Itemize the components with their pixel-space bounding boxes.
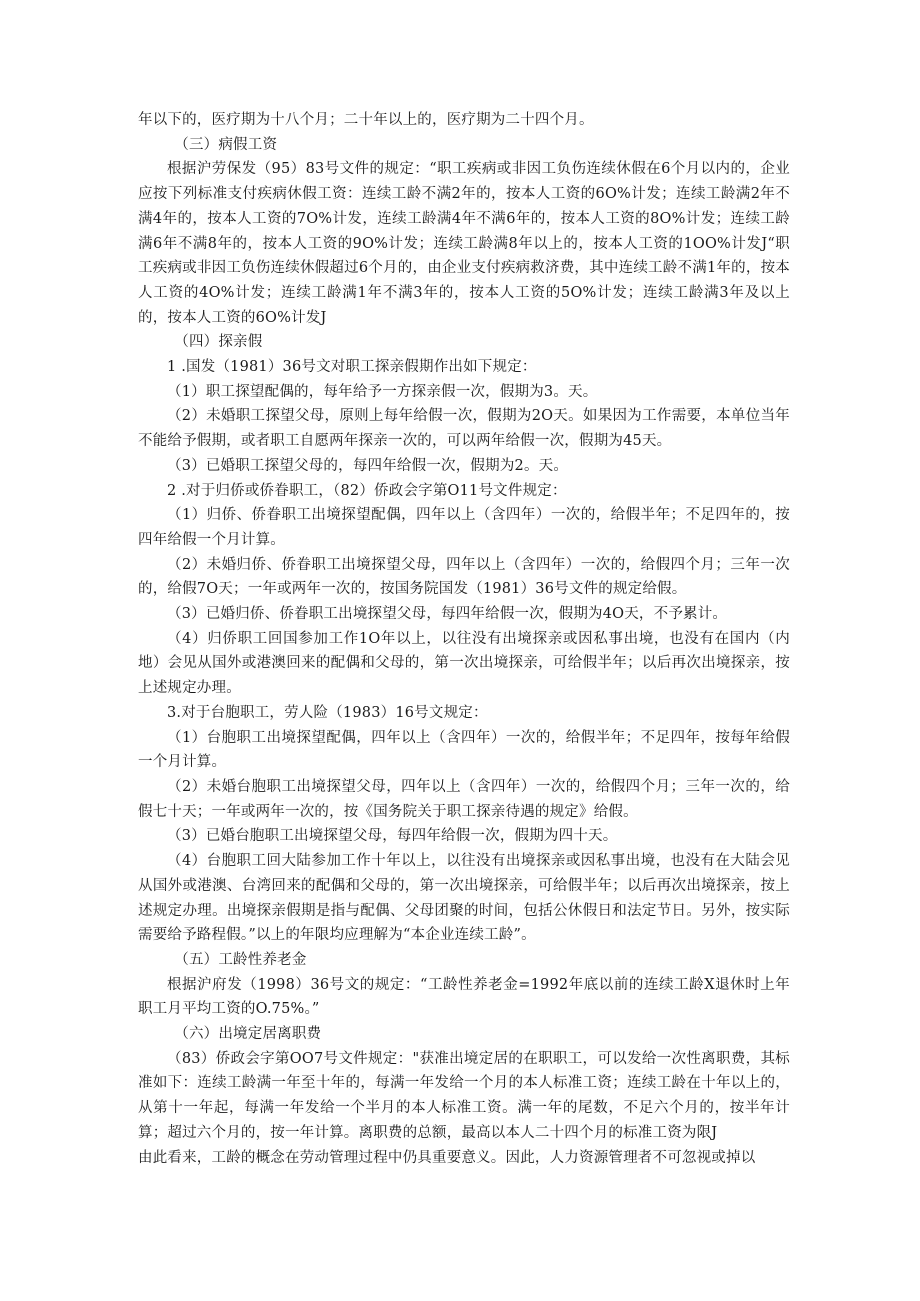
paragraph-conclusion: 由此看来，工龄的概念在劳动管理过程中仍具重要意义。因此，人力资源管理者不可忽视或掉以 — [138, 1149, 756, 1166]
paragraph-taiwan-4: （4）台胞职工回大陆参加工作十年以上，以往没有出境探亲或因私事出境，也没有在大陆会见从国外或港澳、台湾回来的配偶和父母的，第一次出境探亲，可给假半年；以后再次出境探亲，按上述规定办理。出境探亲假期是指与配偶、父母团聚的时间，包括公休假日和法定节日。另外，按实际需要给予路程假。”以上的年限均应理解为“本企业连续工龄”。 — [138, 853, 790, 944]
section-heading-home-leave: （四）探亲假 — [174, 334, 263, 351]
paragraph-home-leave-3: （3）已婚职工探望父母的，每四年给假一次，假期为2。天。 — [167, 457, 569, 474]
paragraph-home-leave-1: （1）职工探望配偶的，每年给予一方探亲假一次，假期为3。天。 — [167, 383, 598, 400]
paragraph-home-leave-2: （2）未婚职工探望父母，原则上每年给假一次，假期为2O天。如果因为工作需要，本单位当年不能给予假期，或者职工自愿两年探亲一次的，可以两年给假一次，假期为45天。 — [138, 408, 790, 450]
paragraph-taiwan-1: （1）台胞职工出境探望配偶，四年以上（含四年）一次的，给假半年；不足四年，按每年给假一个月计算。 — [138, 729, 790, 771]
paragraph-emigration-severance: （83）侨政会字第OO7号文件规定："获准出境定居的在职职工，可以发给一次性离职费，其标准如下：连续工龄满一年至十年的，每满一年发给一个月的本人标准工资；连续工龄在十年以上的，从第十一年起，每满一年发给一个半月的本人标准工资。满一年的尾数，不足六个月的，按半年计算；超过六个月的，按一年计算。离职费的总额，最高以本人二十四个月的标准工资为限J — [138, 1050, 790, 1141]
paragraph-overseas-2: （2）未婚归侨、侨眷职工出境探望父母，四年以上（含四年）一次的，给假四个月；三年一次的，给假7O天；一年或两年一次的，按国务院国发（1981）36号文件的规定给假。 — [138, 556, 790, 598]
paragraph-taiwan-intro: 3.对于台胞职工，劳人险（1983）16号文规定： — [167, 704, 488, 721]
section-heading-emigration-severance: （六）出境定居离职费 — [174, 1026, 322, 1043]
paragraph-taiwan-3: （3）已婚台胞职工出境探望父母，每四年给假一次，假期为四十天。 — [167, 828, 618, 845]
paragraph-overseas-3: （3）已婚归侨、侨眷职工出境探望父母，每四年给假一次，假期为4O天，不予累计。 — [167, 606, 728, 623]
section-heading-seniority-pension: （五）工龄性养老金 — [174, 951, 307, 968]
paragraph-seniority-pension: 根据沪府发（1998）36号文的规定：“工龄性养老金=1992年底以前的连续工龄X退休时上年职工月平均工资的O.75%。” — [138, 976, 790, 1018]
paragraph-overseas-intro: 2 .对于归侨或侨眷职工，（82）侨政会字第O11号文件规定： — [167, 482, 567, 499]
paragraph-taiwan-2: （2）未婚台胞职工出境探望父母，四年以上（含四年）一次的，给假四个月；三年一次的，给假七十天；一年或两年一次的，按《国务院关于职工探亲待遇的规定》给假。 — [138, 778, 790, 820]
paragraph-overseas-1: （1）归侨、侨眷职工出境探望配偶，四年以上（含四年）一次的，给假半年；不足四年的，按四年给假一个月计算。 — [138, 507, 790, 548]
section-heading-sick-pay: （三）病假工资 — [174, 136, 278, 153]
document-body — [138, 108, 790, 1170]
paragraph-overseas-4: （4）归侨职工回国参加工作1O年以上，以往没有出境探亲或因私事出境，也没有在国内（内地）会见从国外或港澳回来的配偶和父母的，第一次出境探亲，可给假半年；以后再次出境探亲，按上述规定办理。 — [138, 630, 790, 697]
paragraph-sick-pay-rules: 根据沪劳保发（95）83号文件的规定：“职工疾病或非因工负伤连续休假在6个月以内的，企业应按下列标准支付疾病休假工资：连续工龄不满2年的，按本人工资的6O%计发；连续工龄满2年不满4年的，按本人工资的7O%计发，连续工龄满4年不满6年的，按本人工资的8O%计发；连续工龄满6年不满8年的，按本人工资的9O%计发；连续工龄满8年以上的，按本人工资的1OO%计发J“职工疾病或非因工负伤连续休假超过6个月的，由企业支付疾病救济费，其中连续工龄不满1年的，按本人工资的4O%计发；连续工龄满1年不满3年的，按本人工资的5O%计发；连续工龄满3年及以上的，按本人工资的6O%计发J — [138, 161, 790, 326]
paragraph-home-leave-intro: 1 .国发（1981）36号文对职工探亲假期作出如下规定： — [167, 359, 537, 376]
paragraph-1: 年以下的，医疗期为十八个月；二十年以上的，医疗期为二十四个月。 — [138, 112, 594, 128]
